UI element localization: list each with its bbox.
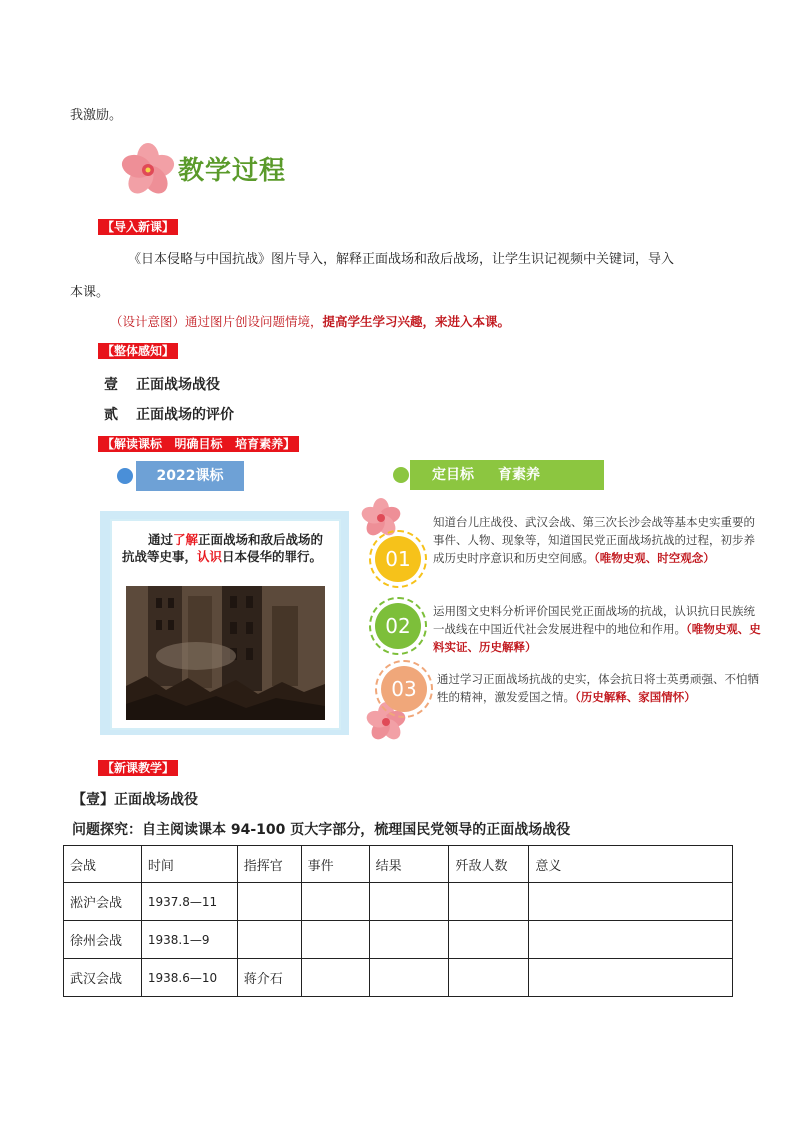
battles-table bbox=[63, 845, 733, 997]
standards-panel bbox=[100, 511, 349, 735]
green-dot-icon bbox=[393, 467, 409, 483]
goal-text-3-body: 通过学习正面战场抗战的史实，体会抗日将士英勇顽强、不怕牺牲的精神，激发爱国之情。 bbox=[437, 672, 759, 704]
table-cell bbox=[237, 921, 301, 959]
table-cell bbox=[529, 921, 733, 959]
standards-panel-text bbox=[122, 531, 329, 565]
table-header-cell: 会战 bbox=[64, 846, 142, 883]
table-cell bbox=[237, 883, 301, 921]
table-cell bbox=[301, 921, 369, 959]
goal-text-1 bbox=[433, 513, 765, 567]
table-header-cell: 指挥官 bbox=[237, 846, 301, 883]
panel-text-mid: 正面战场和敌后战场的抗战等史事， bbox=[122, 532, 324, 564]
table-header-cell: 事件 bbox=[301, 846, 369, 883]
overall-tag: 【整体感知】 bbox=[98, 343, 178, 359]
lead-in-line1: 《日本侵略与中国抗战》图片导入，解释正面战场和敌后战场，让学生识记视频中关键词，导入 bbox=[128, 252, 675, 267]
new-lesson-question: 问题探究：自主阅读课本 94-100 页大字部分，梳理国民党领导的正面战场战役 bbox=[72, 822, 571, 838]
table-cell: 武汉会战 bbox=[64, 959, 142, 997]
lead-in-line2: 本课。 bbox=[70, 285, 110, 300]
design-intent bbox=[110, 312, 510, 330]
goals-pill-a: 定目标 bbox=[432, 467, 474, 483]
table-cell: 1938.6—10 bbox=[141, 959, 237, 997]
design-intent-normal: 通过图片创设问题情境， bbox=[185, 314, 323, 329]
table-cell: 徐州会战 bbox=[64, 921, 142, 959]
table-row bbox=[64, 959, 733, 997]
table-header-cell: 结果 bbox=[369, 846, 449, 883]
flower-icon bbox=[118, 142, 178, 198]
goal-text-3 bbox=[437, 670, 767, 706]
goal-text-1-body: 知道台儿庄战役、武汉会战、第三次长沙会战等基本史实重要的事件、人物、现象等，知道国民党正面战场抗战的过程，初步养成历史时序意识和历史空间感。 bbox=[433, 515, 755, 565]
goal-text-2-body: 运用图文史料分析评价国民党正面战场的抗战，认识抗日民族统一战线在中国近代社会发展进程中的地位和作用。 bbox=[433, 604, 755, 636]
overall-item-1-text: 正面战场战役 bbox=[136, 377, 220, 393]
goal-number-3: 03 bbox=[381, 666, 427, 712]
table-cell bbox=[369, 883, 449, 921]
overall-item-1-num: 壹 bbox=[104, 377, 118, 393]
overall-item-2 bbox=[104, 404, 234, 424]
overall-item-2-num: 贰 bbox=[104, 407, 118, 423]
goal-number-1: 01 bbox=[375, 536, 421, 582]
table-cell bbox=[301, 883, 369, 921]
table-row bbox=[64, 921, 733, 959]
table-cell: 1937.8—11 bbox=[141, 883, 237, 921]
table-cell: 1938.1—9 bbox=[141, 921, 237, 959]
lead-in-tag: 【导入新课】 bbox=[98, 219, 178, 235]
goal-text-1-tag: （唯物史观、时空观念） bbox=[594, 551, 715, 565]
goals-pill bbox=[410, 460, 604, 490]
new-lesson-heading: 【壹】正面战场战役 bbox=[72, 792, 198, 808]
blue-dot-icon bbox=[117, 468, 133, 484]
goal-number-2: 02 bbox=[375, 603, 421, 649]
goals-pill-b: 育素养 bbox=[498, 467, 540, 483]
battle-ruins-image bbox=[126, 586, 325, 720]
table-cell bbox=[529, 959, 733, 997]
table-cell bbox=[449, 959, 529, 997]
standards-pill: 2022课标 bbox=[136, 461, 244, 491]
goal-text-2 bbox=[433, 602, 765, 656]
panel-text-hl2: 认识 bbox=[197, 549, 223, 564]
table-header-cell: 歼敌人数 bbox=[449, 846, 529, 883]
panel-text-post: 日本侵华的罪行。 bbox=[222, 549, 323, 564]
goal-text-2-tag: （唯物史观、史料实证、历史解释） bbox=[433, 622, 761, 654]
design-intent-highlight: 提高学生学习兴趣，来进入本课。 bbox=[322, 314, 511, 329]
standards-tag: 【解读课标 明确目标 培育素养】 bbox=[98, 436, 299, 452]
table-header-cell: 意义 bbox=[529, 846, 733, 883]
table-cell: 淞沪会战 bbox=[64, 883, 142, 921]
panel-text-hl1: 了解 bbox=[173, 532, 199, 547]
table-row bbox=[64, 883, 733, 921]
design-intent-prefix: （设计意图） bbox=[110, 314, 186, 329]
table-cell bbox=[449, 921, 529, 959]
goal-text-3-tag: （历史解释、家国情怀） bbox=[575, 690, 696, 704]
table-header-row bbox=[64, 846, 733, 883]
section-title: 教学过程 bbox=[178, 156, 287, 186]
table-cell bbox=[449, 883, 529, 921]
ruins-illustration bbox=[126, 586, 325, 720]
new-lesson-tag: 【新课教学】 bbox=[98, 760, 178, 776]
standards-panel-inner bbox=[110, 519, 341, 730]
intro-line: 我激励。 bbox=[70, 108, 123, 123]
table-header-cell: 时间 bbox=[141, 846, 237, 883]
overall-item-2-text: 正面战场的评价 bbox=[136, 407, 234, 423]
overall-item-1 bbox=[104, 374, 220, 394]
table-cell bbox=[529, 883, 733, 921]
table-cell bbox=[301, 959, 369, 997]
table-cell bbox=[369, 921, 449, 959]
panel-text-pre: 通过 bbox=[148, 532, 174, 547]
table-cell bbox=[369, 959, 449, 997]
table-cell: 蒋介石 bbox=[237, 959, 301, 997]
